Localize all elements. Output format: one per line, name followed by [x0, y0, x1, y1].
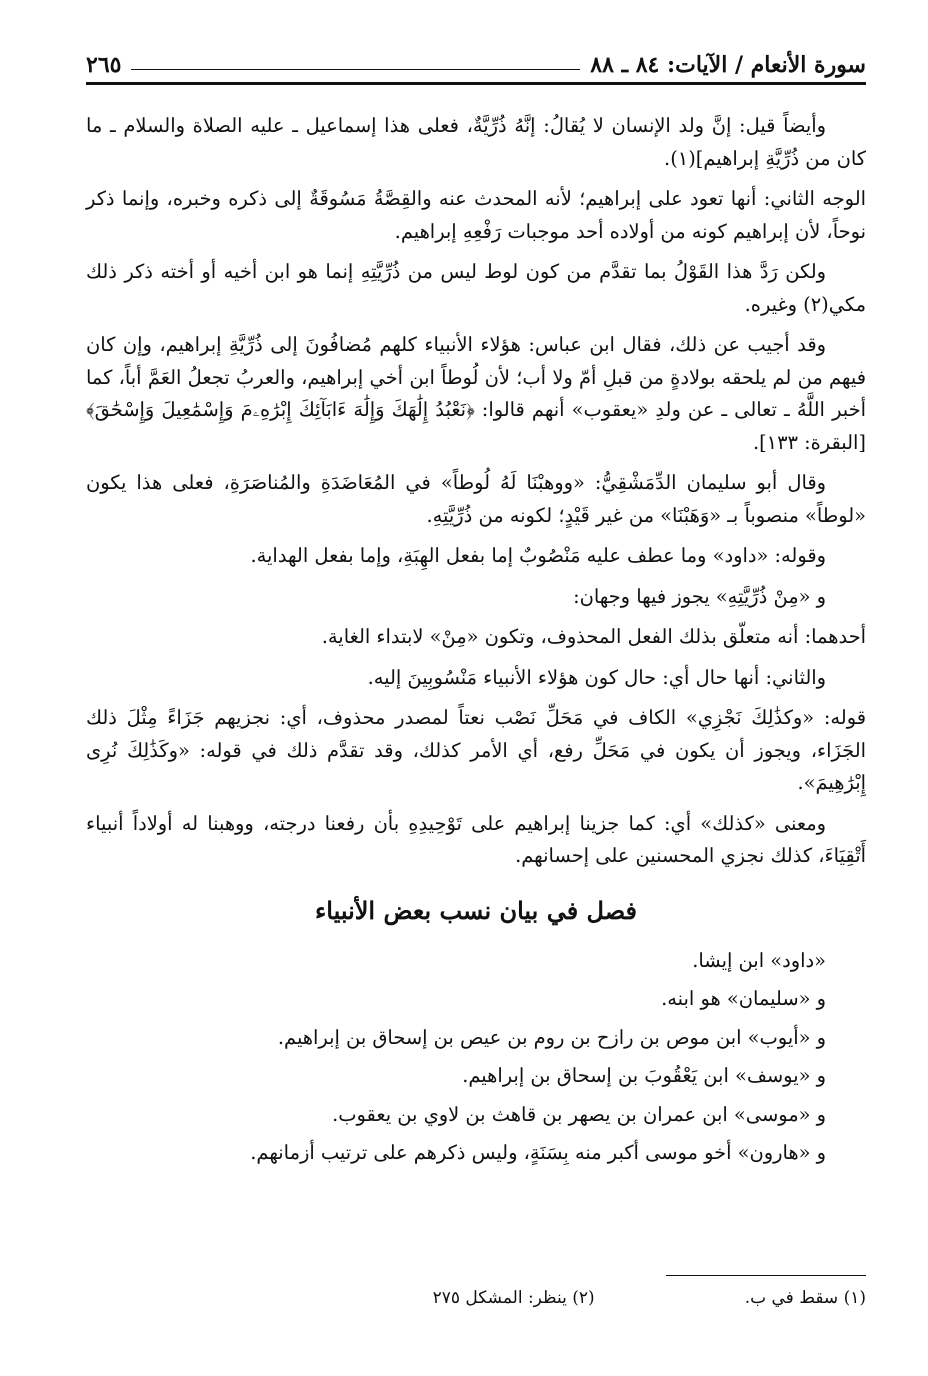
list-item: و «هارون» أخو موسى أكبر منه بِسَنَةٍ، وليس ذكرهم على ترتيب أزمانهم. [250, 1141, 826, 1164]
paragraph: وقوله: «داود» وما عطف عليه مَنْصُوبٌ إما بفعل الهِبَةِ، وإما بفعل الهداية. [250, 544, 826, 567]
page-body [86, 110, 866, 1176]
header-rule [131, 69, 580, 70]
paragraph: والثاني: أنها حال أي: حال كون هؤلاء الأنبياء مَنْسُوبِينَ إليه. [367, 665, 826, 689]
footnote: (١) سقط في ب. [744, 1288, 866, 1308]
section-title: فصل في بيان نسب بعض الأنبياء [314, 895, 637, 925]
paragraph: وأيضاً قيل: إنَّ ولد الإنسان لا يُقالُ: إنَّهُ ذُرِّيَّةٌ، فعلى هذا إسماعيل ـ عليه الصلاة والسلام ـ ما كان من ذُرِّيَّةِ إبراهيم](١). [86, 114, 866, 170]
paragraph: قوله: «وكذَٰلِكَ نَجْزِي» الكاف في مَحَلِّ نَصْب نعتاً لمصدر محذوف، أي: نجزيهم جَزَاءً مِثْلَ ذلك الجَزَاء، ويجوز أن يكون في مَحَلِّ رفع، أي الأمر كذلك، وقد تقدَّم ذلك في قوله: «وكَذَٰلِكَ نُرِى إِبْرَٰهِيمَ». [86, 706, 866, 794]
footnotes [86, 1285, 866, 1311]
paragraph: ومعنى «كذلك» أي: كما جزينا إبراهيم على تَوْحِيدِهِ بأن رفعنا درجته، ووهبنا له أولاداً أنبياء أَتْقِيَاءَ، كذلك نجزي المحسنين على إحسانهم. [86, 811, 866, 867]
footnote: (٢) ينظر: المشكل ٢٧٥ [432, 1288, 595, 1308]
running-title: سورة الأنعام / الآيات: ٨٤ ـ ٨٨ [590, 52, 866, 82]
list-item: و «يوسف» ابن يَعْقُوبَ بن إسحاق بن إبراهيم. [462, 1064, 826, 1087]
page-header [86, 42, 866, 85]
paragraph: الوجه الثاني: أنها تعود على إبراهيم؛ لأنه المحدث عنه والقِصَّةُ مَسُوقَةٌ إلى ذكره وخبره، وإنما ذكر نوحاً، لأن إبراهيم كونه من أولاده أحد موجبات رَفْعِهِ إبراهيم. [86, 187, 866, 243]
paragraph: وقد أجيب عن ذلك، فقال ابن عباس: هؤلاء الأنبياء كلهم مُضافُونَ إلى ذُرِّيَّةِ إبراهيم، وإن كان فيهم من لم يلحقه بولادةٍ من قبلِ أمّ ولا أب؛ لأن لُوطاً ابن أخي إبراهيم، والعربُ تجعلُ العَمَّ أباً، كما أخبر اللَّهُ ـ تعالى ـ عن ولدِ «يعقوب» أنهم قالوا: ﴿نَعْبُدُ إِلَٰهَكَ وَإِلَٰهَ ءَابَآئِكَ إِبْرَٰهِۦمَ وَإِسْمَٰعِيلَ وَإِسْحَٰقَ﴾ [البقرة: ١٣٣]. [86, 333, 866, 454]
list-item: و «موسى» ابن عمران بن يصهر بن قاهث بن لاوي بن يعقوب. [332, 1102, 826, 1126]
list-item: «داود» ابن إيشا. [692, 948, 826, 972]
list-item: و «أيوب» ابن موص بن رازح بن روم بن عيص بن إسحاق بن إبراهيم. [277, 1025, 826, 1049]
footnote-rule [666, 1275, 866, 1276]
paragraph: ولكن رَدَّ هذا القَوْلُ بما تقدَّم من كون لوط ليس من ذُرِّيَّتِهِ إنما هو ابن أخيه أو أخته ذكر ذلك مكي(٢) وغيره. [86, 260, 866, 316]
paragraph: و «مِنْ ذُرِّيَّتِهِ» يجوز فيها وجهان: [573, 584, 826, 608]
page-number: ٢٦٥ [86, 52, 122, 78]
paragraph: وقال أبو سليمان الدِّمَشْقِيُّ: «ووهبْنَا لَهُ لُوطاً» في المُعَاضَدَةِ والمُناصَرَةِ، فعلى هذا يكون «لوطاً» منصوباً بـ «وَهَبْنَا» من غير قَيْدٍ؛ لكونه من ذُرِّيَّتِهِ. [86, 471, 866, 527]
paragraph: أحدهما: أنه متعلّق بذلك الفعل المحذوف، وتكون «مِنْ» لابتداء الغاية. [321, 625, 866, 648]
list-item: و «سليمان» هو ابنه. [661, 987, 826, 1010]
